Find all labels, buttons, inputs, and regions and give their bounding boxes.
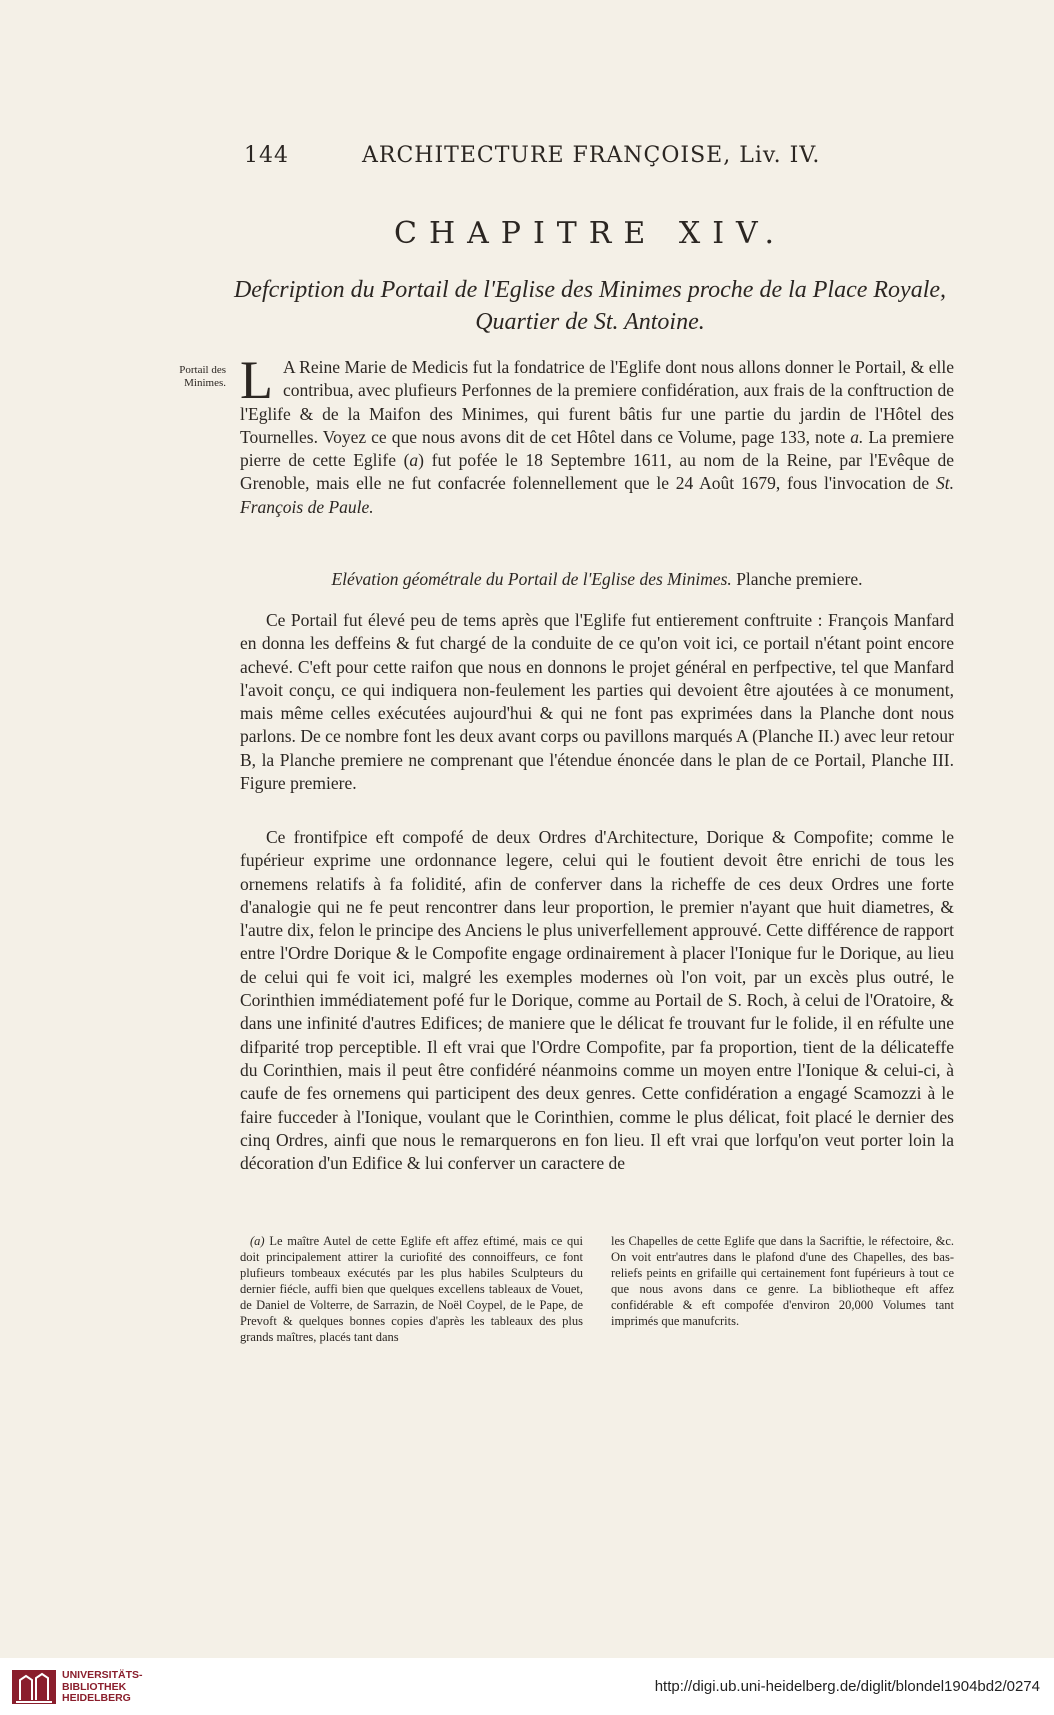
- running-title: ARCHITECTURE FRANÇOISE, Liv. IV.: [362, 143, 821, 168]
- page-number: 144: [244, 143, 289, 168]
- library-line-1: UNIVERSITÄTS-: [62, 1669, 143, 1681]
- library-name: [62, 1670, 143, 1705]
- note-reference: a.: [850, 426, 864, 447]
- drop-cap: L: [240, 350, 273, 410]
- library-line-2: BIBLIOTHEK: [62, 1680, 127, 1693]
- paragraph-1: [240, 350, 955, 519]
- paragraph-3: Ce frontifpice eft compofé de deux Ordres d'Architecture, Dorique & Compofite; comme le fupérieur exprime une ordonnance legere, celui qui le foutient devoit être enrichi de tous les ornemens relatifs à fa folidité, afin de conferver dans la richeffe de ces deux Ordres une forte d'analogie qui ne fe peut rencontrer dans leur proportion, le premier n'ayant que huit diametres, & l'autre dix, felon le principe des Anciens le plus univerfellement approuvé. Cette différence de rapport entre l'Ordre Dorique & le Compofite engage ordinairement à placer l'Ionique fur le Dorique, au lieu de celui qui fe voit ici, malgré les exemples modernes où l'on voit, par un excès plus outré, le Corinthien immédiatement pofé fur le Dorique, comme au Portail de S. Roch, à celui de l'Oratoire, & dans une infinité d'autres Edifices; de maniere que le délicat fe trouvant fur le folide, il en réfulte une difparité trop perceptible. Il eft vrai que l'Ordre Compofite, par fa proportion, tient de la délicateffe du Corinthien, mais il peut être confidéré néanmoins comme un moyen entre l'Ionique & celui-ci, à caufe de fes ornemens qui participent des deux genres. Cette confidération a engagé Scamozzi à le faire fucceder à l'Ionique, voulant que le Corinthien, comme le plus délicat, foit placé le dernier des cinq Ordres, ainfi que nous le remarquerons en fon lieu. Il eft vrai que lorfqu'on veut porter loin la décoration d'un Edifice & lui conferver un caractere de: [240, 827, 954, 1174]
- footnote-marker: a: [409, 450, 419, 471]
- margin-note: Portail des Minimes.: [179, 364, 226, 389]
- footnote-right-column: les Chapelles de cette Eglife que dans la Sacriftie, le réfectoire, &c. On voit entr'autres dans le plafond d'une des Chapelles, des bas-reliefs peints en grifaille qui certainement font fupérieurs à tout ce que nous avons dans ce genre. La bibliotheque eft affez confidérable & eft compofée d'environ 20,000 Volumes tant imprimés que manufcrits.: [611, 1234, 954, 1328]
- university-seal-icon: [10, 1666, 60, 1708]
- paragraph-1-text-a: A Reine Marie de Medicis fut la fondatrice de l'Eglife dont nous allons donner le Portail, & elle contribua, avec plufieurs Perfonnes de la premiere confidération, aux frais de la conftruction de l'Eglife & de la Maifon des Minimes, qui furent bâtis fur une partie du jardin de l'Hôtel des Tournelles. Voyez ce que nous avons dit de cet Hôtel dans ce Volume, page 133, note: [240, 357, 954, 447]
- source-url-link[interactable]: http://digi.ub.uni-heidelberg.de/diglit/blondel1904bd2/0274: [654, 1678, 1040, 1695]
- paragraph-2: Ce Portail fut élevé peu de tems après que l'Eglife fut entierement conftruite : François Manfard en donna les deffeins & fut chargé de la conduite de ce qu'on voit ici, ce portail n'étant point encore achevé. C'eft pour cette raifon que nous en donnons le projet général en perfpective, tel que Manfard l'avoit conçu, ce qui indiquera non-feulement les parties qui devoient être ajoutées à ce monument, mais même celles exécutées aujourd'hui & qui ne font pas exprimées dans la Planche dont nous parlons. De ce nombre font les deux avant corps ou pavillons marqués A (Planche II.) avec leur retour B, la Planche premiere ne comprenant que l'étendue énoncée dans le plan de ce Portail, Planche III. Figure premiere.: [240, 610, 954, 794]
- library-line-3: HEIDELBERG: [62, 1692, 131, 1704]
- paragraph-1-text-c: ) fut pofée le 18 Septembre 1611, au nom de la Reine, par l'Evêque de Grenoble, mais elle ne fut confacrée folennellement que le 24 Août 1679, fous l'invocation de: [240, 450, 954, 494]
- section-heading-plate: Planche premiere.: [736, 569, 863, 589]
- section-heading: [240, 569, 954, 590]
- section-heading-italic: Elévation géométrale du Portail de l'Eglise des Minimes.: [331, 569, 732, 589]
- footnote-left-text: Le maître Autel de cette Eglife eft affez eftimé, mais ce qui doit principalement attirer la curiofité des connoiffeurs, ce font plufieurs tombeaux exécutés par les plus habiles Sculpteurs du dernier fiécle, auffi bien que quelques excellens tableaux de Vouet, de Daniel de Volterre, de Sarrazin, de Noël Coypel, de le Pape, de Prevoft & quelques bonnes copies d'après les tableaux des plus grands maîtres, placés tant dans: [240, 1234, 584, 1344]
- footnote-label: (a): [250, 1234, 265, 1248]
- footer-bar: [0, 1658, 1054, 1715]
- chapter-subtitle: Defcription du Portail de l'Eglise des Minimes proche de la Place Royale, Quartier de St. Antoine.: [233, 277, 947, 335]
- chapter-title: CHAPITRE XIV.: [393, 216, 786, 251]
- saint-name: St. François de Paule.: [240, 473, 954, 517]
- footnote-left-column: [240, 1233, 583, 1345]
- paragraph-1-text-b: La premiere pierre de cette Eglife (: [240, 426, 955, 471]
